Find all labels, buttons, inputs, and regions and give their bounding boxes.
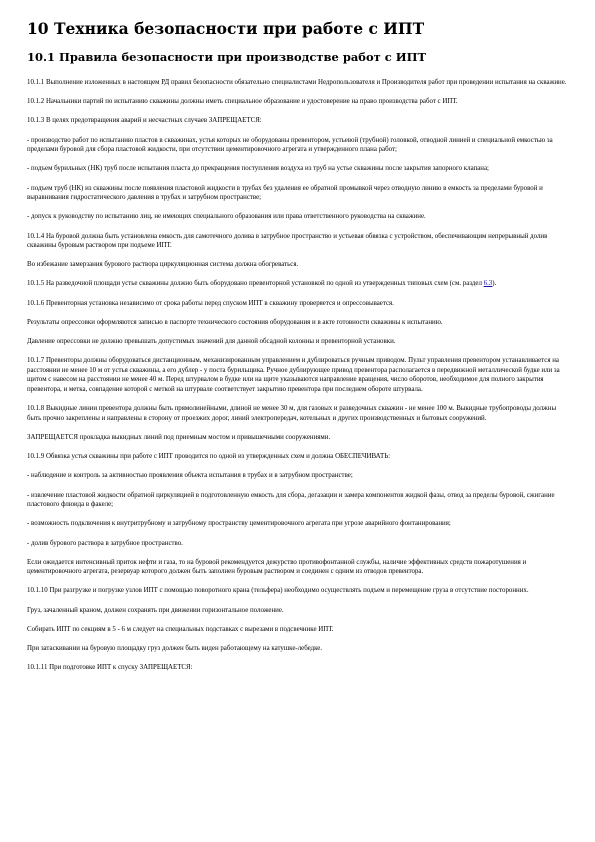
paragraph: Во избежание замерзания бурового раствора циркуляционная система должна обогреваться. (27, 261, 299, 269)
paragraph: - производство работ по испытанию пластов в скважинах, устья которых не оборудованы превентором, устьевой (трубной) головкой, отводной линией и специальной емкостью за пределами буровой для сбора пластовой жидкости, при отсутствии цементировочного агрегата и утвержденного плана работ; (27, 136, 553, 154)
paragraph: 10.1.3 В целях предотвращения аварий и несчастных случаев ЗАПРЕЩАЕТСЯ: (27, 117, 262, 125)
paragraph: При затаскивании на буровую площадку груз должен быть виден работающему на катушке-лебедке. (27, 645, 323, 653)
paragraph: - наблюдение и контроль за активностью проявления объекта испытания в трубах и в затрубном пространстве; (27, 472, 353, 480)
paragraph: Груз, зачаленный краном, должен сохранять при движении горизонтальное положение. (27, 606, 284, 614)
paragraph: - подъем бурильных (НК) труб после испытания пласта до прекращения поступления воздуха из труб на устье скважины после закрытия запорного клапана; (27, 165, 489, 173)
paragraph: - допуск к руководству по испытанию лиц, не имеющих специального образования или права ответственного руководства на скважине. (27, 213, 426, 221)
paragraph: - возможность подключения к внутритрубному и затрубному пространству цементировочного агрегата при угрозе аварийного фонтанирования; (27, 520, 451, 528)
paragraph: 10.1.8 Выкидные линии превентора должны быть прямолинейными, длиной не менее 30 м, для газовых и разведочных скважин - не менее 100 м. Выкидные трубопроводы должны быть прочно закреплены и направлены в сторону от проезжих дорог, линий электропередач, котельных и других производственных и бытовых сооружений. (27, 405, 557, 422)
paragraph: - извлечение пластовой жидкости обратной циркуляцией в подготовленную емкость для сбора, дегазации и замера компонентов жидкой фазы, отвод за пределы буровой, сжигание пластового флюида в факеле; (27, 491, 555, 509)
paragraph: 10.1.11 При подготовке ИПТ к спуску ЗАПРЕЩАЕТСЯ: (27, 664, 193, 672)
paragraph: 10.1.10 При разгрузке и погрузке узлов ИПТ с помощью поворотного крана (тельфера) необходимо осуществлять подъем и перемещение груза в отсутствие посторонних. (27, 587, 529, 595)
paragraph: - подъем труб (НК) из скважины после появления пластовой жидкости в трубах без удаления ее обратной промывкой через отводную линию в емкость за пределами буровой и выравнивания гидростатического давления в трубах и затрубном пространстве; (27, 184, 543, 202)
section-title: 10.1 Правила безопасности при производстве работ с ИПТ (27, 50, 427, 64)
paragraph: Если ожидается интенсивный приток нефти и газа, то на буровой рекомендуется дежурство противофонтанной службы, наличие эффективных средств пожаротушения и цементировочного агрегата, резервуар которого должен быть заполнен буровым раствором и соединен с одним из отводов превентора. (27, 558, 527, 576)
paragraph: ЗАПРЕЩАЕТСЯ прокладка выкидных линий под приемным мостом и привышечными сооружениями. (27, 433, 331, 441)
paragraph: 10.1.7 Превенторы должны оборудоваться дистанционным, механизированным управлением и дублироваться ручным приводом. Пульт управления превентором устанавливается на расстоянии не менее 10 м от устья скважины, а его дублер - у поста бурильщика. Ручное дублирующее привод превентора располагается в передвижной металлической будке или за щитом с навесом на расстоянии не менее 40 м. Перед штурвалом в будке или на щите указываются направление вращения, число оборотов, необходимое для полного закрытия превентора, и метка, совпадение которой с меткой на штурвале соответствует закрытию превентора при последнем обороте штурвала. (27, 357, 560, 393)
page-title: 10 Техника безопасности при работе с ИПТ (27, 19, 425, 38)
paragraph: 10.1.1 Выполнение изложенных в настоящем РД правил безопасности обязательно специалистами Недропользователя и Производителя работ при проведении испытания на скважине. (27, 79, 567, 86)
paragraph: Давление опрессовки не должно превышать допустимых значений для данной обсадной колонны и превенторной установки. (27, 338, 396, 346)
paragraph: Результаты опрессовки оформляются записью в паспорте технического состояния оборудования и в акте готовности скважины к испытанию. (27, 318, 443, 326)
paragraph: - долив бурового раствора в затрубное пространство. (27, 539, 183, 547)
paragraph: 10.1.9 Обвязка устья скважины при работе с ИПТ проводится по одной из утвержденных схем и должна ОБЕСПЕЧИВАТЬ: (27, 453, 391, 461)
paragraph-with-link: 10.1.5 На разведочной площади устье скважины должно быть оборудовано превенторной установкой по одной из утвержденных типовых схем (см. раздел 6.3). (27, 280, 497, 288)
paragraph: Собирать ИПТ по секциям в 5 - 6 м следует на специальных подставках с вырезами в подсвечнике ИПТ. (27, 625, 334, 633)
section-link[interactable]: 6.3 (483, 280, 493, 288)
paragraph: 10.1.6 Превенторная установка независимо от срока работы перед спуском ИПТ в скважину проверяется и опрессовывается. (27, 299, 394, 307)
paragraph: 10.1.2 Начальники партий по испытанию скважины должны иметь специальное образование и удостоверение на право производства работ с ИПТ. (27, 98, 458, 106)
paragraph: 10.1.4 На буровой должна быть установлена емкость для самотечного долива в затрубное пространство и устьевая обвязка с устройством, обеспечивающим непрерывный долив скважины буровым раствором при подъеме ИПТ. (27, 232, 548, 250)
